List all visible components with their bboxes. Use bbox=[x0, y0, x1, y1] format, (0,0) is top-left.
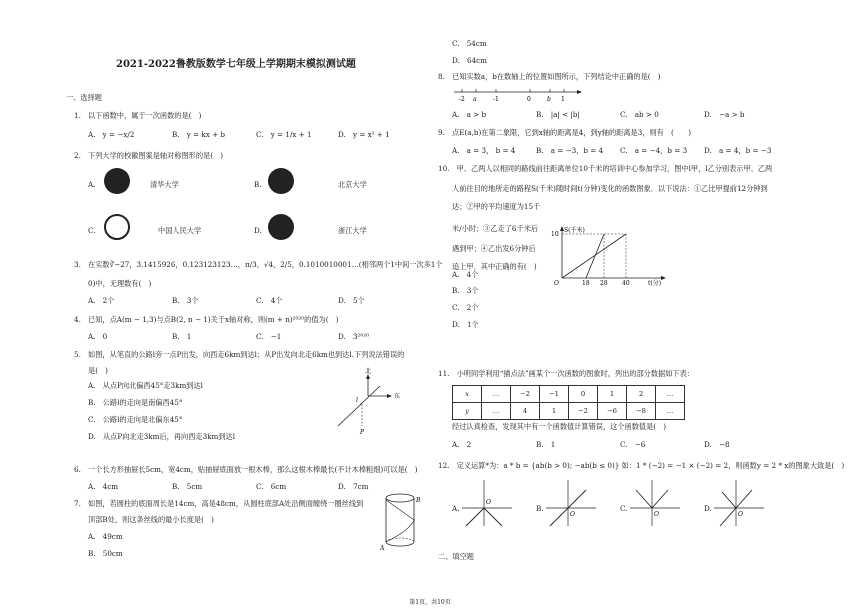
q10-origin: O bbox=[554, 280, 559, 286]
q11-after: 经过认真检查，发现其中有一个函数值计算错误，这个函数值是( ) bbox=[452, 422, 667, 431]
q10-tick-18: 18 bbox=[582, 280, 590, 286]
fig-a-label: A bbox=[380, 545, 385, 552]
q12-graph-d bbox=[712, 478, 768, 530]
q11-stem: 11. 小明同学利用“描点法”画某个一次函数的图象时，列出的部分数据如下表： bbox=[438, 369, 694, 378]
q4-option-c[interactable]: C. −1 bbox=[256, 332, 282, 341]
table-cell: … bbox=[656, 386, 685, 403]
q11-option-d[interactable]: D. −8 bbox=[704, 440, 730, 449]
q8-number-line bbox=[452, 84, 584, 104]
q11-option-c[interactable]: C. −6 bbox=[620, 440, 646, 449]
zhejiang-emblem-icon bbox=[268, 214, 294, 240]
table-cell: … bbox=[482, 403, 511, 420]
q8-option-b[interactable]: B. |a| < |b| bbox=[536, 110, 580, 119]
q7-line1: 7. 如图，若圆柱的底面周长是14cm，高是48cm，从圆柱底部A处沿侧面缠绕一圈丝线到 bbox=[74, 499, 364, 508]
line-yi bbox=[586, 234, 604, 278]
q10-tick-10: 10 bbox=[551, 231, 559, 238]
q7-option-c[interactable]: C. 54cm bbox=[452, 39, 487, 48]
q5-figure bbox=[336, 366, 412, 438]
number-line-label: a bbox=[473, 96, 477, 103]
q1-stem: 1. 以下函数中，属于一次函数的是( ) bbox=[74, 111, 202, 120]
q3-option-b[interactable]: B. 3个 bbox=[172, 296, 199, 305]
page-title: 2021-2022鲁教版数学七年级上学期期末模拟测试题 bbox=[116, 59, 356, 70]
east-arrowhead-icon bbox=[387, 394, 392, 398]
q5-option-a[interactable]: A. 从点P向北偏西45°走3km到达l bbox=[88, 381, 203, 390]
fig-p-label: P bbox=[360, 429, 365, 436]
road-line-l bbox=[338, 386, 380, 426]
q8-option-a[interactable]: A. a > b bbox=[452, 110, 487, 119]
q5-option-c[interactable]: C. 公路l的走向是北偏东45° bbox=[88, 415, 183, 424]
q12-stem: 12. 定义运算*为：a * b = {ab(b > 0); −ab(b ≤ 0)} 如：1 * (−2) = −1 × (−2) = 2，则函数y = 2 * x的图象大致是( ) bbox=[438, 461, 845, 470]
fig-b-label: B bbox=[416, 497, 421, 504]
q9-option-c[interactable]: C. a = −4，b = 3 bbox=[620, 146, 688, 155]
q2-name-b: 北京大学 bbox=[338, 180, 367, 189]
q10-option-d[interactable]: D. 1个 bbox=[452, 320, 479, 329]
q6-option-c[interactable]: C. 6cm bbox=[256, 482, 287, 491]
table-cell: x bbox=[453, 386, 482, 403]
q5-option-b[interactable]: B. 公路l的走向是南偏西45° bbox=[88, 398, 183, 407]
q1-option-d[interactable]: D. y = x² + 1 bbox=[338, 130, 390, 139]
q4-option-a[interactable]: A. 0 bbox=[88, 332, 108, 341]
table-row bbox=[453, 386, 685, 403]
q12-graph-b bbox=[544, 478, 600, 530]
t-axis-arrow-icon bbox=[661, 276, 666, 280]
line-jia bbox=[562, 234, 626, 278]
number-line-label: -2 bbox=[459, 96, 465, 103]
peking-emblem-icon bbox=[268, 168, 294, 194]
table-cell: … bbox=[656, 403, 685, 420]
table-cell: 1 bbox=[540, 403, 569, 420]
q9-option-a[interactable]: A. a = 3， b = 4 bbox=[452, 146, 516, 155]
table-row bbox=[453, 403, 685, 420]
q10-option-a[interactable]: A. 4个 bbox=[452, 270, 479, 279]
q2-option-d[interactable]: D. bbox=[254, 226, 262, 235]
q2-name-d: 浙江大学 bbox=[338, 226, 367, 235]
number-line-label: 1 bbox=[561, 96, 565, 103]
q12-option-d[interactable]: D. bbox=[704, 504, 712, 513]
q2-option-b[interactable]: B. bbox=[254, 180, 262, 189]
table-cell: −2 bbox=[511, 386, 540, 403]
section-choice: 一、选择题 bbox=[66, 93, 102, 102]
table-cell: 2 bbox=[627, 386, 656, 403]
q11-option-a[interactable]: A. 2 bbox=[452, 440, 472, 449]
q4-option-b[interactable]: B. 1 bbox=[172, 332, 192, 341]
q12-option-a[interactable]: A. bbox=[452, 504, 460, 513]
q10-ylabel: S(千米) bbox=[564, 227, 585, 234]
q2-name-a: 清华大学 bbox=[150, 180, 179, 189]
q2-stem: 2. 下列大学的校徽图案是轴对称图形的是( ) bbox=[74, 151, 224, 160]
number-line-label: b bbox=[547, 96, 551, 103]
q3-option-a[interactable]: A. 2个 bbox=[88, 296, 115, 305]
section-fill: 二、填空题 bbox=[438, 552, 474, 561]
q10-line6: 追上甲．其中正确的有( ) bbox=[452, 262, 537, 271]
q4-stem: 4. 已知，点A(m − 1,3)与点B(2, n − 1)关于x轴对称，则(m + n)²⁰²⁰的值为( ) bbox=[74, 315, 339, 324]
table-cell: −2 bbox=[569, 403, 598, 420]
q10-line2: 人前往目的地所走的路程S(千米)随时间t(分钟)变化的函数图象．以下说法：①乙比甲提前12分钟到 bbox=[452, 184, 768, 193]
q7-option-d[interactable]: D. 64cm bbox=[452, 56, 487, 65]
q11-table bbox=[452, 385, 685, 420]
q12-option-c[interactable]: C. bbox=[620, 504, 628, 513]
q7-option-b[interactable]: B. 50cm bbox=[88, 549, 123, 558]
q5-option-d[interactable]: D. 从点P向北走3km后，再向西走3km到达l bbox=[88, 432, 236, 441]
table-cell: 1 bbox=[598, 386, 627, 403]
q6-option-b[interactable]: B. 5cm bbox=[172, 482, 203, 491]
table-cell: −1 bbox=[540, 386, 569, 403]
q6-option-d[interactable]: D. 7cm bbox=[338, 482, 369, 491]
q2-option-a[interactable]: A. bbox=[88, 180, 96, 189]
table-cell: 0 bbox=[569, 386, 598, 403]
q7-option-a[interactable]: A. 49cm bbox=[88, 532, 123, 541]
q6-stem: 6. 一个长方形抽屉长5cm，宽4cm，贴抽屉底面放一根木棒，那么这根木棒最长(不计木棒粗细)可以是( ) bbox=[74, 465, 418, 474]
q10-option-b[interactable]: B. 3个 bbox=[452, 286, 479, 295]
number-line-label: 0 bbox=[527, 96, 531, 103]
q10-line5: 遇到甲；④乙出发6分钟后 bbox=[452, 244, 536, 253]
fig-east-label: 东 bbox=[394, 393, 401, 400]
svg-text:O: O bbox=[570, 511, 575, 518]
fig-l-label: l bbox=[356, 397, 358, 404]
q2-name-c: 中国人民大学 bbox=[158, 226, 202, 235]
q3-option-d[interactable]: D. 5个 bbox=[338, 296, 365, 305]
table-cell: 4 bbox=[511, 403, 540, 420]
q1-option-a[interactable]: A. y = −x/2 bbox=[88, 130, 135, 139]
page-footer: 第1页，共10页 bbox=[409, 599, 451, 606]
q9-option-d[interactable]: D. a = 4，b = −3 bbox=[704, 146, 772, 155]
q3-line2: 0)中，无理数有( ) bbox=[88, 279, 152, 288]
q10-option-c[interactable]: C. 2个 bbox=[452, 303, 479, 312]
q10-xlabel: t(分) bbox=[648, 280, 662, 286]
svg-text:O: O bbox=[654, 511, 659, 518]
table-cell: −8 bbox=[627, 403, 656, 420]
table-cell: y bbox=[453, 403, 482, 420]
q10-graph bbox=[550, 224, 670, 286]
q3-line1: 3. 在实数∛−27，3.1415926，0.123123123…，π/3，√4，2/5，0.1010010001…(相邻两个1中间一次多1个 bbox=[74, 260, 443, 269]
q12-graph-a bbox=[460, 478, 516, 530]
q10-line3: 达；②甲的平均速度为15千 bbox=[452, 202, 541, 211]
q9-stem: 9. 点E(a,b)在第二象限，它到x轴的距离是4，到y轴的距离是3，则有 ( ) bbox=[438, 128, 692, 137]
q4-option-d[interactable]: D. 3²⁰²⁰ bbox=[338, 332, 370, 341]
fig-north-label: 北 bbox=[365, 368, 372, 375]
svg-text:O: O bbox=[738, 511, 743, 518]
number-line-label: -1 bbox=[493, 96, 499, 103]
q7-cylinder-figure bbox=[380, 490, 422, 552]
q2-option-c[interactable]: C. bbox=[88, 226, 96, 235]
q3-option-c[interactable]: C. 4个 bbox=[256, 296, 283, 305]
q12-graph-c bbox=[628, 478, 684, 530]
renmin-emblem-icon bbox=[104, 214, 130, 240]
q5-line2: 是( ) bbox=[88, 366, 108, 375]
q1-option-c[interactable]: C. y = 1/x + 1 bbox=[256, 130, 312, 139]
tsinghua-emblem-icon bbox=[104, 168, 130, 194]
q1-option-b[interactable]: B. y = kx + b bbox=[172, 130, 226, 139]
q10-line1: 10. 甲、乙两人以相同的路线前往距离单位10千米的培训中心参加学习，图中l甲，l乙分别表示甲、乙两 bbox=[438, 164, 773, 173]
q8-stem: 8. 已知实数a，b在数轴上的位置如图所示，下列结论中正确的是( ) bbox=[438, 72, 661, 81]
q12-option-b[interactable]: B. bbox=[536, 504, 544, 513]
number-line-arrow-icon bbox=[577, 90, 582, 94]
q9-option-b[interactable]: B. a = −3，b = 4 bbox=[536, 146, 604, 155]
q8-option-d[interactable]: D. −a > b bbox=[704, 110, 745, 119]
q7-line2: 顶部B处，则这条丝线的最小长度是( ) bbox=[88, 515, 214, 524]
table-cell: −6 bbox=[598, 403, 627, 420]
q11-option-b[interactable]: B. 1 bbox=[536, 440, 556, 449]
q10-tick-28: 28 bbox=[600, 280, 608, 286]
q8-option-c[interactable]: C. ab > 0 bbox=[620, 110, 659, 119]
q6-option-a[interactable]: A. 4cm bbox=[88, 482, 119, 491]
svg-text:O: O bbox=[486, 499, 491, 506]
table-cell: … bbox=[482, 386, 511, 403]
q5-line1: 5. 如图，从笔直的公路l旁一点P出发，向西走6km到达l；从P出发向北走6km也到达l.下列说法错误的 bbox=[74, 350, 405, 359]
q10-line4: 米/小时；③乙走了6千米后 bbox=[452, 224, 539, 233]
q10-tick-40: 40 bbox=[622, 280, 630, 286]
